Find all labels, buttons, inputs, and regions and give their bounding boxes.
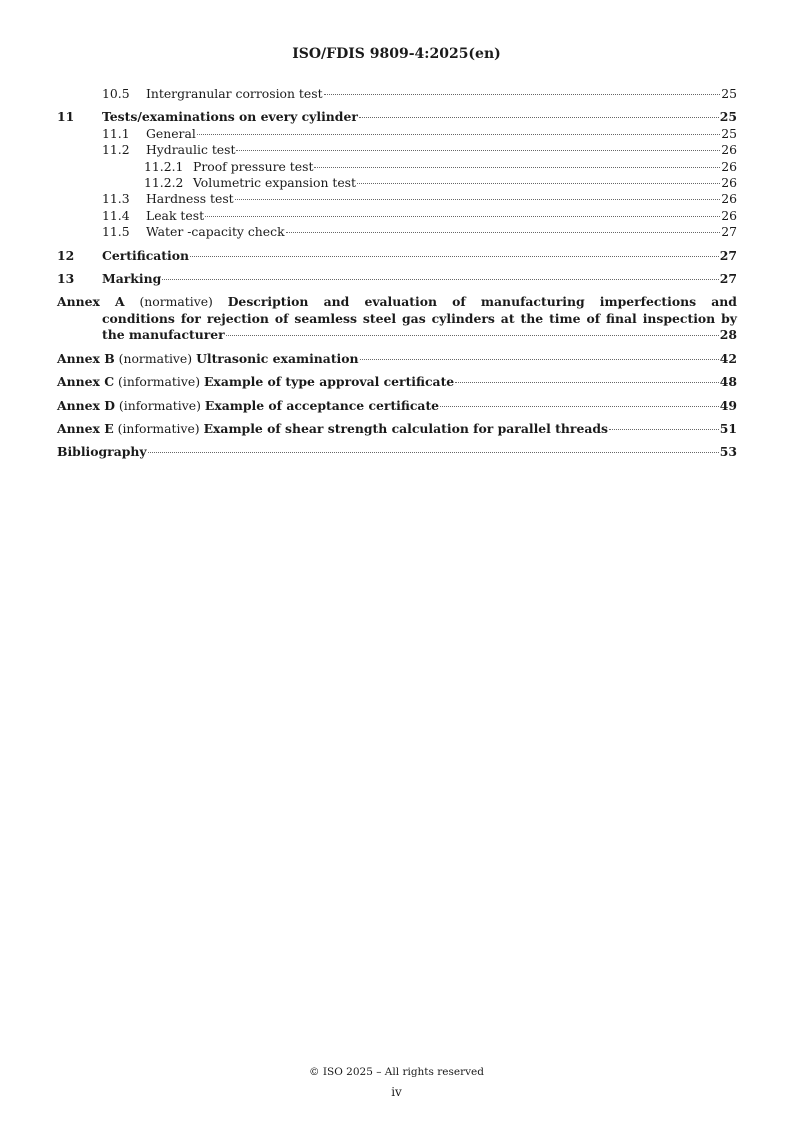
toc-page: 26: [721, 207, 737, 223]
toc-title: Tests/examinations on every cylinder: [102, 109, 358, 125]
annex-label: Annex E: [57, 420, 114, 436]
toc-entry-11-2-2[interactable]: [57, 175, 737, 191]
toc-entry-10-5[interactable]: [57, 86, 737, 102]
toc-title: Leak test: [146, 207, 205, 223]
toc-title: Proof pressure test: [193, 158, 314, 174]
toc-title: Bibliography: [57, 444, 147, 460]
toc-page: 27: [719, 247, 737, 263]
toc-number: 11.2.2: [144, 175, 184, 191]
toc-entry-annex-e[interactable]: [57, 421, 737, 437]
toc-title: Water -capacity check: [146, 224, 285, 240]
toc-leader: [286, 232, 721, 233]
toc-number: 11.3: [102, 191, 130, 207]
toc-leader: [609, 429, 719, 430]
annex-type: (informative): [118, 374, 201, 390]
toc-entry-13[interactable]: [57, 271, 737, 287]
toc-page: 25: [719, 109, 737, 125]
toc-number: 11.2.1: [144, 158, 184, 174]
annex-title-line-1: Description and evaluation of manufacturing imperfections and: [227, 294, 737, 310]
annex-title: Example of acceptance certificate: [204, 397, 440, 413]
toc-page: 25: [721, 125, 737, 141]
toc-number: 11.1: [102, 125, 130, 141]
toc-entry-11-2-1[interactable]: [57, 159, 737, 175]
toc-entry-bibliography[interactable]: [57, 444, 737, 460]
toc-entry-11-3[interactable]: [57, 191, 737, 207]
toc-entry-annex-d[interactable]: [57, 398, 737, 414]
toc-entry-11-5[interactable]: [57, 224, 737, 240]
toc-page: 26: [721, 142, 737, 158]
toc-page: 51: [719, 420, 737, 436]
toc-title: General: [146, 125, 196, 141]
toc-entry-11-4[interactable]: [57, 208, 737, 224]
toc-title: Hardness test: [146, 191, 234, 207]
toc-number: 12: [57, 247, 75, 263]
toc-title: Volumetric expansion test: [193, 175, 357, 191]
annex-type: (normative): [139, 294, 213, 310]
toc-entry-annex-b[interactable]: [57, 351, 737, 367]
table-of-contents: [57, 86, 737, 461]
toc-page: 26: [721, 175, 737, 191]
toc-entry-12[interactable]: [57, 248, 737, 264]
toc-title: Hydraulic test: [146, 142, 236, 158]
toc-entry-annex-a[interactable]: [57, 294, 737, 343]
toc-page: 48: [719, 374, 737, 390]
annex-title: Example of type approval certificate: [203, 374, 455, 390]
toc-page: 27: [719, 271, 737, 287]
toc-leader: [359, 117, 719, 118]
toc-entry-11-2[interactable]: [57, 142, 737, 158]
page-number: iv: [391, 1085, 402, 1099]
annex-label: Annex D: [57, 397, 115, 413]
toc-leader: [235, 199, 721, 200]
toc-leader: [324, 94, 721, 95]
toc-title: Intergranular corrosion test: [146, 86, 323, 101]
toc-number: 11: [57, 109, 75, 125]
annex-a-line-1: [57, 294, 737, 310]
toc-leader: [236, 150, 720, 151]
toc-leader: [314, 167, 720, 168]
annex-type: (informative): [117, 420, 200, 436]
toc-leader: [148, 452, 719, 453]
document-header: [0, 46, 793, 62]
toc-leader: [190, 256, 719, 257]
toc-entry-annex-c[interactable]: [57, 374, 737, 390]
annex-title: Example of shear strength calculation for parallel threads: [203, 420, 608, 436]
copyright-notice: © ISO 2025 – All rights reserved: [309, 1066, 484, 1078]
toc-number: 11.2: [102, 142, 130, 158]
toc-leader: [360, 359, 719, 360]
toc-page: 42: [719, 350, 737, 366]
annex-type: (normative): [118, 350, 193, 366]
toc-number: 11.5: [102, 224, 130, 240]
toc-page: 26: [721, 191, 737, 207]
annex-label: Annex C: [57, 374, 115, 390]
toc-page: 27: [721, 224, 737, 240]
toc-page: 25: [721, 86, 737, 101]
annex-title: Ultrasonic examination: [196, 350, 359, 366]
annex-label: Annex A: [57, 294, 125, 310]
toc-leader: [205, 216, 720, 217]
annex-title-line-2: conditions for rejection of seamless steel gas cylinders at the time of final inspection by: [102, 310, 737, 326]
annex-type: (informative): [118, 397, 201, 413]
toc-entry-11-1[interactable]: [57, 126, 737, 142]
toc-leader: [226, 335, 719, 336]
annex-label: Annex B: [57, 350, 115, 366]
toc-leader: [440, 406, 719, 407]
toc-page: 26: [721, 158, 737, 174]
toc-page: 53: [719, 444, 737, 460]
annex-a-last-line: [57, 327, 737, 343]
toc-leader: [455, 382, 719, 383]
toc-title: Marking: [102, 271, 162, 287]
toc-page: 49: [719, 397, 737, 413]
toc-number: 13: [57, 271, 75, 287]
toc-page: 28: [719, 327, 737, 343]
toc-leader: [197, 134, 720, 135]
toc-leader: [357, 183, 720, 184]
toc-number: 10.5: [102, 86, 130, 101]
toc-leader: [162, 279, 719, 280]
annex-title-line-3: the manufacturer: [102, 327, 225, 343]
toc-entry-11[interactable]: [57, 109, 737, 125]
document-id: ISO/FDIS 9809-4:2025(en): [292, 46, 501, 62]
toc-number: 11.4: [102, 207, 130, 223]
toc-title: Certification: [102, 247, 189, 263]
